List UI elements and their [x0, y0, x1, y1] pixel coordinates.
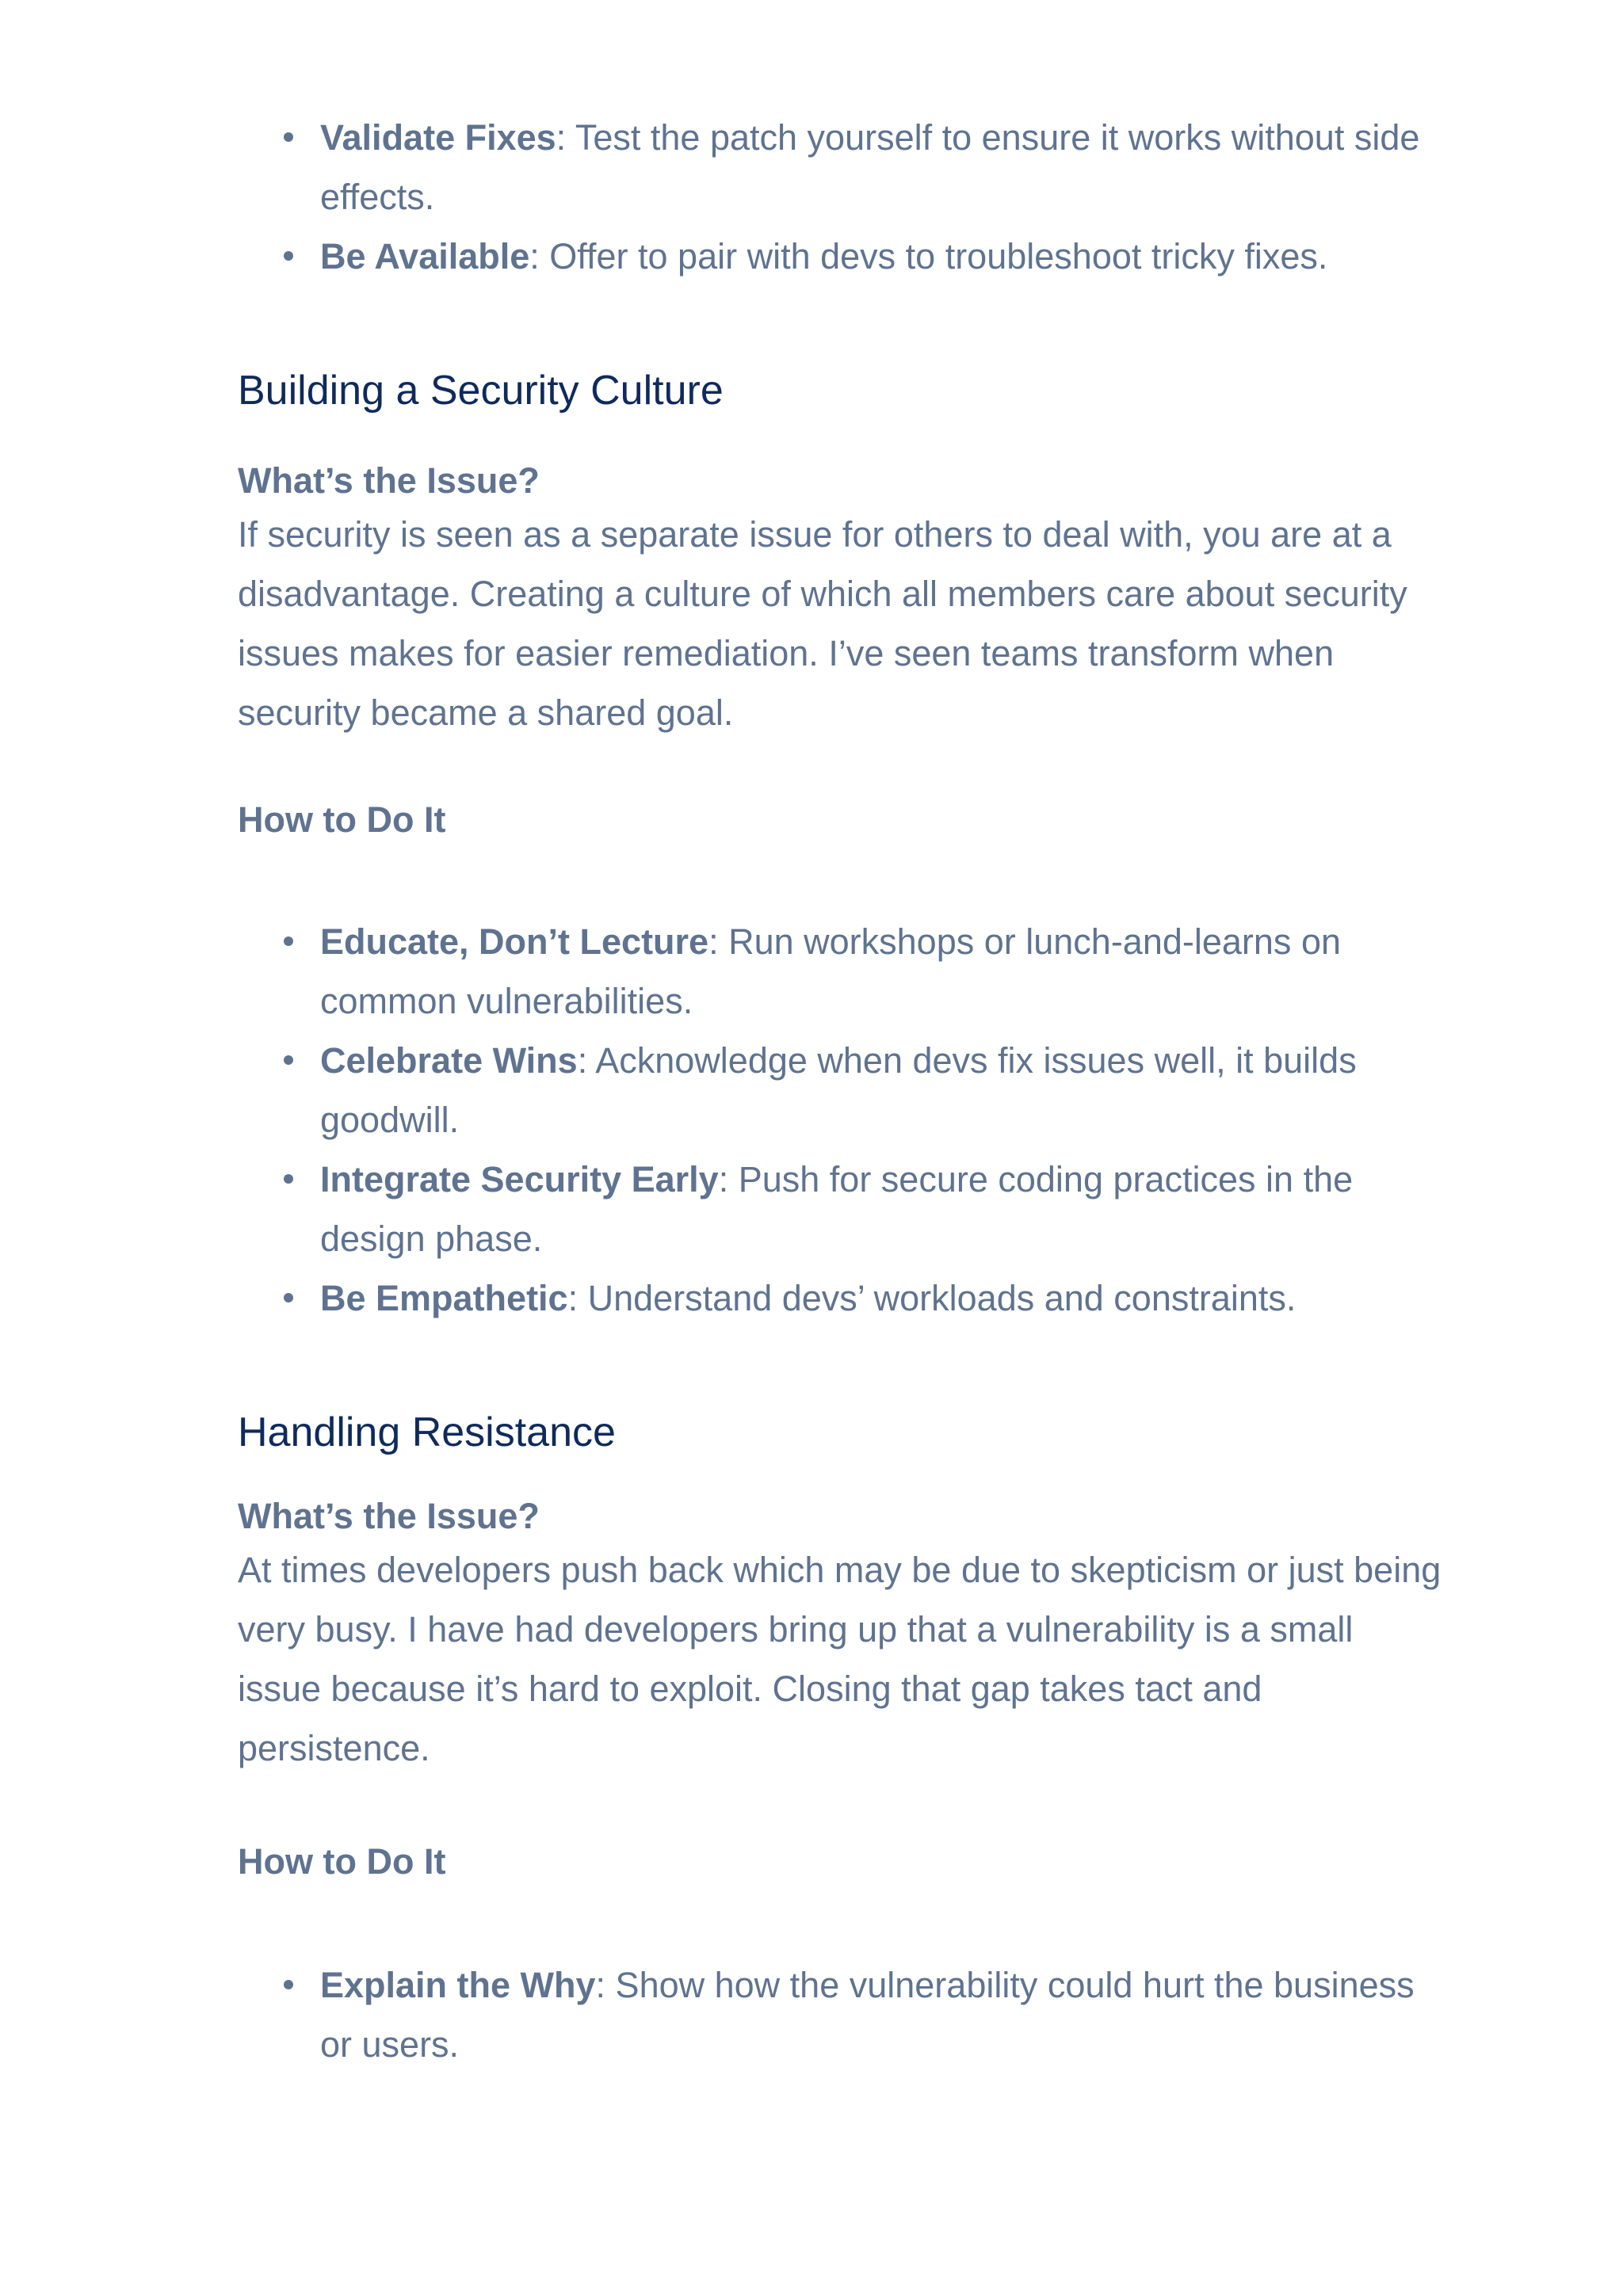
list-item — [320, 1150, 1442, 1268]
list-item — [320, 1268, 1442, 1328]
list-item-text: : Offer to pair with devs to troubleshoot tricky fixes. — [529, 236, 1328, 277]
handling-resistance-bullet-list — [238, 1955, 1442, 2074]
list-item — [320, 1031, 1442, 1150]
list-item-term: Validate Fixes — [320, 117, 556, 158]
list-item-text: : Test the patch yourself to ensure it works without side effects. — [320, 117, 1420, 217]
list-item-term: Celebrate Wins — [320, 1040, 578, 1081]
section-heading-security-culture: Building a Security Culture — [238, 368, 724, 414]
how-to-label: How to Do It — [238, 1841, 446, 1882]
list-item-term: Educate, Don’t Lecture — [320, 921, 709, 962]
issue-label: What’s the Issue? — [238, 1496, 540, 1536]
list-item-text: : Push for secure coding practices in the design phase. — [320, 1159, 1354, 1259]
how-to-label: How to Do It — [238, 799, 446, 840]
intro-bullet-list — [238, 108, 1442, 286]
list-item-term: Be Available — [320, 236, 530, 277]
list-item-term: Explain the Why — [320, 1965, 596, 2005]
list-item — [320, 1955, 1442, 2074]
list-item-term: Integrate Security Early — [320, 1159, 719, 1199]
list-item-text: : Understand devs’ workloads and constraints. — [567, 1278, 1296, 1318]
article-content — [238, 108, 1442, 2074]
list-item — [320, 108, 1442, 227]
list-item-term: Be Empathetic — [320, 1278, 568, 1318]
issue-paragraph: If security is seen as a separate issue for others to deal with, you are at a disadvantage. Creating a culture of which all members care about security issues makes for easier remediation. I’ve seen teams transform when security became a shared goal. — [238, 514, 1407, 733]
issue-paragraph: At times developers push back which may be due to skepticism or just being very busy. I have had developers bring up that a vulnerability is a small issue because it’s hard to exploit. Closing that gap takes tact and persistence. — [238, 1550, 1442, 1768]
section-heading-handling-resistance: Handling Resistance — [238, 1409, 616, 1455]
issue-label: What’s the Issue? — [238, 460, 540, 501]
list-item-text: : Run workshops or lunch-and-learns on common vulnerabilities. — [320, 921, 1341, 1021]
list-item — [320, 912, 1442, 1031]
list-item-text: : Show how the vulnerability could hurt the business or users. — [320, 1965, 1415, 2065]
list-item — [320, 227, 1442, 286]
security-culture-bullet-list — [238, 912, 1442, 1328]
list-item-text: : Acknowledge when devs fix issues well, it builds goodwill. — [320, 1040, 1357, 1140]
